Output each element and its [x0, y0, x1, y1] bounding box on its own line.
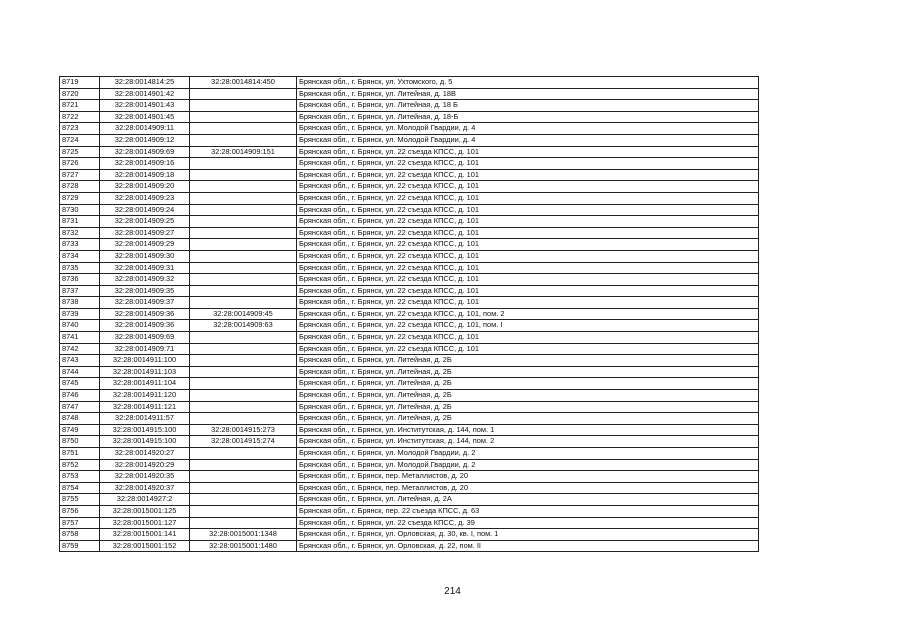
cadastral-number-cell: 32:28:0015001:141: [100, 529, 190, 541]
cadastral-number-cell: 32:28:0014909:37: [100, 297, 190, 309]
table-row: [60, 77, 759, 89]
address-cell: Брянская обл., г. Брянск, ул. 22 съезда КПСС, д. 101, пом. 2: [297, 308, 759, 320]
row-number-cell: 8745: [60, 378, 100, 390]
address-cell: Брянская обл., г. Брянск, ул. 22 съезда КПСС, д. 101: [297, 262, 759, 274]
address-cell: Брянская обл., г. Брянск, ул. 22 съезда КПСС, д. 101: [297, 204, 759, 216]
parent-cadastral-number-cell: 32:28:0014909:151: [190, 146, 297, 158]
address-cell: Брянская обл., г. Брянск, ул. 22 съезда КПСС, д. 101: [297, 239, 759, 251]
cadastral-number-cell: 32:28:0014909:32: [100, 274, 190, 286]
parent-cadastral-number-cell: [190, 448, 297, 460]
row-number-cell: 8740: [60, 320, 100, 332]
row-number-cell: 8754: [60, 482, 100, 494]
table-row: [60, 250, 759, 262]
table-row: [60, 297, 759, 309]
table-row: [60, 192, 759, 204]
cadastral-number-cell: 32:28:0014927:2: [100, 494, 190, 506]
table-body: [60, 77, 759, 552]
row-number-cell: 8729: [60, 192, 100, 204]
parent-cadastral-number-cell: [190, 413, 297, 425]
parent-cadastral-number-cell: [190, 505, 297, 517]
cadastral-number-cell: 32:28:0014909:18: [100, 169, 190, 181]
parent-cadastral-number-cell: [190, 355, 297, 367]
address-cell: Брянская обл., г. Брянск, ул. Литейная, д. 2Б: [297, 378, 759, 390]
table-row: [60, 517, 759, 529]
address-cell: Брянская обл., г. Брянск, ул. Молодой Гвардии, д. 4: [297, 134, 759, 146]
cadastral-number-cell: 32:28:0014909:12: [100, 134, 190, 146]
address-cell: Брянская обл., г. Брянск, ул. 22 съезда КПСС, д. 101: [297, 343, 759, 355]
row-number-cell: 8719: [60, 77, 100, 89]
address-cell: Брянская обл., г. Брянск, ул. Институтская, д. 144, пом. 1: [297, 424, 759, 436]
table-row: [60, 123, 759, 135]
address-cell: Брянская обл., г. Брянск, ул. 22 съезда КПСС, д. 101: [297, 169, 759, 181]
table-row: [60, 482, 759, 494]
parent-cadastral-number-cell: 32:28:0014814:450: [190, 77, 297, 89]
row-number-cell: 8730: [60, 204, 100, 216]
row-number-cell: 8750: [60, 436, 100, 448]
parent-cadastral-number-cell: [190, 88, 297, 100]
table-row: [60, 459, 759, 471]
cadastral-number-cell: 32:28:0014901:45: [100, 111, 190, 123]
cadastral-number-cell: 32:28:0014911:121: [100, 401, 190, 413]
address-cell: Брянская обл., г. Брянск, ул. 22 съезда КПСС, д. 101, пом. I: [297, 320, 759, 332]
cadastral-number-cell: 32:28:0014909:16: [100, 158, 190, 170]
parent-cadastral-number-cell: [190, 111, 297, 123]
cadastral-number-cell: 32:28:0014814:25: [100, 77, 190, 89]
row-number-cell: 8738: [60, 297, 100, 309]
cadastral-number-cell: 32:28:0014909:36: [100, 320, 190, 332]
cadastral-number-cell: 32:28:0014909:36: [100, 308, 190, 320]
row-number-cell: 8758: [60, 529, 100, 541]
table-row: [60, 134, 759, 146]
cadastral-number-cell: 32:28:0014909:24: [100, 204, 190, 216]
row-number-cell: 8757: [60, 517, 100, 529]
table-row: [60, 436, 759, 448]
address-cell: Брянская обл., г. Брянск, ул. 22 съезда КПСС, д. 101: [297, 250, 759, 262]
table-row: [60, 204, 759, 216]
property-table: [59, 76, 759, 552]
table-row: [60, 285, 759, 297]
table-row: [60, 401, 759, 413]
table-row: [60, 88, 759, 100]
address-cell: Брянская обл., г. Брянск, ул. Литейная, д. 18-Б: [297, 111, 759, 123]
table-row: [60, 216, 759, 228]
table-row: [60, 366, 759, 378]
address-cell: Брянская обл., г. Брянск, ул. 22 съезда КПСС, д. 101: [297, 181, 759, 193]
row-number-cell: 8747: [60, 401, 100, 413]
address-cell: Брянская обл., г. Брянск, ул. Литейная, д. 2Б: [297, 355, 759, 367]
parent-cadastral-number-cell: 32:28:0014909:45: [190, 308, 297, 320]
parent-cadastral-number-cell: [190, 169, 297, 181]
address-cell: Брянская обл., г. Брянск, ул. Институтская, д. 144, пом. 2: [297, 436, 759, 448]
address-cell: Брянская обл., г. Брянск, ул. Литейная, д. 18 Б: [297, 100, 759, 112]
row-number-cell: 8741: [60, 332, 100, 344]
address-cell: Брянская обл., г. Брянск, ул. 22 съезда КПСС, д. 101: [297, 274, 759, 286]
table-row: [60, 320, 759, 332]
cadastral-number-cell: 32:28:0014911:103: [100, 366, 190, 378]
parent-cadastral-number-cell: 32:28:0014915:274: [190, 436, 297, 448]
cadastral-number-cell: 32:28:0014909:25: [100, 216, 190, 228]
parent-cadastral-number-cell: [190, 274, 297, 286]
parent-cadastral-number-cell: [190, 285, 297, 297]
row-number-cell: 8725: [60, 146, 100, 158]
parent-cadastral-number-cell: [190, 227, 297, 239]
table-row: [60, 494, 759, 506]
row-number-cell: 8748: [60, 413, 100, 425]
address-cell: Брянская обл., г. Брянск, ул. Литейная, д. 18В: [297, 88, 759, 100]
address-cell: Брянская обл., г. Брянск, ул. Молодой Гвардии, д. 2: [297, 448, 759, 460]
parent-cadastral-number-cell: [190, 471, 297, 483]
cadastral-number-cell: 32:28:0014909:71: [100, 343, 190, 355]
table-row: [60, 390, 759, 402]
parent-cadastral-number-cell: [190, 239, 297, 251]
address-cell: Брянская обл., г. Брянск, ул. 22 съезда КПСС, д. 39: [297, 517, 759, 529]
table-row: [60, 448, 759, 460]
table-row: [60, 158, 759, 170]
parent-cadastral-number-cell: [190, 204, 297, 216]
address-cell: Брянская обл., г. Брянск, ул. Литейная, д. 2А: [297, 494, 759, 506]
table-row: [60, 343, 759, 355]
parent-cadastral-number-cell: 32:28:0014909:63: [190, 320, 297, 332]
table-row: [60, 529, 759, 541]
address-cell: Брянская обл., г. Брянск, ул. Литейная, д. 2Б: [297, 366, 759, 378]
parent-cadastral-number-cell: [190, 181, 297, 193]
address-cell: Брянская обл., г. Брянск, ул. 22 съезда КПСС, д. 101: [297, 146, 759, 158]
address-cell: Брянская обл., г. Брянск, ул. Ухтомского, д. 5: [297, 77, 759, 89]
row-number-cell: 8739: [60, 308, 100, 320]
table-row: [60, 181, 759, 193]
parent-cadastral-number-cell: 32:28:0015001:1348: [190, 529, 297, 541]
address-cell: Брянская обл., г. Брянск, ул. 22 съезда КПСС, д. 101: [297, 227, 759, 239]
table-row: [60, 274, 759, 286]
row-number-cell: 8732: [60, 227, 100, 239]
row-number-cell: 8743: [60, 355, 100, 367]
row-number-cell: 8724: [60, 134, 100, 146]
parent-cadastral-number-cell: [190, 158, 297, 170]
cadastral-number-cell: 32:28:0014920:35: [100, 471, 190, 483]
table-row: [60, 227, 759, 239]
table-row: [60, 308, 759, 320]
parent-cadastral-number-cell: [190, 100, 297, 112]
cadastral-number-cell: 32:28:0014915:100: [100, 424, 190, 436]
table-row: [60, 355, 759, 367]
address-cell: Брянская обл., г. Брянск, пер. Металлистов, д. 20: [297, 482, 759, 494]
address-cell: Брянская обл., г. Брянск, ул. Орловская, д. 30, кв. I, пом. 1: [297, 529, 759, 541]
table-row: [60, 505, 759, 517]
cadastral-number-cell: 32:28:0014909:23: [100, 192, 190, 204]
table-row: [60, 540, 759, 552]
parent-cadastral-number-cell: [190, 517, 297, 529]
address-cell: Брянская обл., г. Брянск, ул. Литейная, д. 2Б: [297, 390, 759, 402]
row-number-cell: 8744: [60, 366, 100, 378]
row-number-cell: 8735: [60, 262, 100, 274]
cadastral-number-cell: 32:28:0014909:29: [100, 239, 190, 251]
cadastral-number-cell: 32:28:0014911:100: [100, 355, 190, 367]
cadastral-number-cell: 32:28:0014901:43: [100, 100, 190, 112]
address-cell: Брянская обл., г. Брянск, ул. Орловская, д. 22, пом. II: [297, 540, 759, 552]
row-number-cell: 8749: [60, 424, 100, 436]
row-number-cell: 8759: [60, 540, 100, 552]
parent-cadastral-number-cell: [190, 262, 297, 274]
row-number-cell: 8723: [60, 123, 100, 135]
address-cell: Брянская обл., г. Брянск, ул. Литейная, д. 2Б: [297, 413, 759, 425]
address-cell: Брянская обл., г. Брянск, ул. 22 съезда КПСС, д. 101: [297, 158, 759, 170]
parent-cadastral-number-cell: 32:28:0015001:1480: [190, 540, 297, 552]
parent-cadastral-number-cell: [190, 250, 297, 262]
parent-cadastral-number-cell: [190, 459, 297, 471]
cadastral-number-cell: 32:28:0014909:69: [100, 146, 190, 158]
row-number-cell: 8742: [60, 343, 100, 355]
parent-cadastral-number-cell: [190, 366, 297, 378]
row-number-cell: 8755: [60, 494, 100, 506]
parent-cadastral-number-cell: [190, 297, 297, 309]
cadastral-number-cell: 32:28:0015001:127: [100, 517, 190, 529]
row-number-cell: 8751: [60, 448, 100, 460]
address-cell: Брянская обл., г. Брянск, ул. Молодой Гвардии, д. 2: [297, 459, 759, 471]
row-number-cell: 8731: [60, 216, 100, 228]
table-row: [60, 169, 759, 181]
cadastral-number-cell: 32:28:0014909:31: [100, 262, 190, 274]
table-row: [60, 100, 759, 112]
cadastral-number-cell: 32:28:0014911:104: [100, 378, 190, 390]
cadastral-number-cell: 32:28:0014909:30: [100, 250, 190, 262]
table-row: [60, 239, 759, 251]
row-number-cell: 8733: [60, 239, 100, 251]
cadastral-number-cell: 32:28:0014911:57: [100, 413, 190, 425]
cadastral-number-cell: 32:28:0014909:35: [100, 285, 190, 297]
parent-cadastral-number-cell: [190, 343, 297, 355]
cadastral-number-cell: 32:28:0014909:20: [100, 181, 190, 193]
cadastral-number-cell: 32:28:0014915:100: [100, 436, 190, 448]
cadastral-number-cell: 32:28:0014920:29: [100, 459, 190, 471]
parent-cadastral-number-cell: [190, 134, 297, 146]
address-cell: Брянская обл., г. Брянск, пер. 22 съезда КПСС, д. 63: [297, 505, 759, 517]
row-number-cell: 8720: [60, 88, 100, 100]
row-number-cell: 8726: [60, 158, 100, 170]
address-cell: Брянская обл., г. Брянск, ул. Литейная, д. 2Б: [297, 401, 759, 413]
address-cell: Брянская обл., г. Брянск, ул. Молодой Гвардии, д. 4: [297, 123, 759, 135]
parent-cadastral-number-cell: [190, 216, 297, 228]
row-number-cell: 8734: [60, 250, 100, 262]
table-row: [60, 146, 759, 158]
parent-cadastral-number-cell: [190, 123, 297, 135]
parent-cadastral-number-cell: [190, 378, 297, 390]
address-cell: Брянская обл., г. Брянск, ул. 22 съезда КПСС, д. 101: [297, 332, 759, 344]
row-number-cell: 8722: [60, 111, 100, 123]
parent-cadastral-number-cell: [190, 192, 297, 204]
cadastral-number-cell: 32:28:0015001:125: [100, 505, 190, 517]
table-row: [60, 111, 759, 123]
address-cell: Брянская обл., г. Брянск, пер. Металлистов, д. 20: [297, 471, 759, 483]
row-number-cell: 8753: [60, 471, 100, 483]
table-row: [60, 413, 759, 425]
row-number-cell: 8752: [60, 459, 100, 471]
row-number-cell: 8746: [60, 390, 100, 402]
cadastral-number-cell: 32:28:0014901:42: [100, 88, 190, 100]
row-number-cell: 8728: [60, 181, 100, 193]
address-cell: Брянская обл., г. Брянск, ул. 22 съезда КПСС, д. 101: [297, 297, 759, 309]
row-number-cell: 8721: [60, 100, 100, 112]
parent-cadastral-number-cell: [190, 332, 297, 344]
table-row: [60, 262, 759, 274]
table-row: [60, 378, 759, 390]
table-row: [60, 332, 759, 344]
address-cell: Брянская обл., г. Брянск, ул. 22 съезда КПСС, д. 101: [297, 216, 759, 228]
parent-cadastral-number-cell: [190, 390, 297, 402]
row-number-cell: 8727: [60, 169, 100, 181]
parent-cadastral-number-cell: 32:28:0014915:273: [190, 424, 297, 436]
cadastral-number-cell: 32:28:0014909:27: [100, 227, 190, 239]
table-row: [60, 424, 759, 436]
address-cell: Брянская обл., г. Брянск, ул. 22 съезда КПСС, д. 101: [297, 285, 759, 297]
row-number-cell: 8737: [60, 285, 100, 297]
cadastral-number-cell: 32:28:0014911:120: [100, 390, 190, 402]
page-number: 214: [444, 586, 461, 597]
cadastral-number-cell: 32:28:0014920:27: [100, 448, 190, 460]
cadastral-number-cell: 32:28:0014909:11: [100, 123, 190, 135]
row-number-cell: 8756: [60, 505, 100, 517]
address-cell: Брянская обл., г. Брянск, ул. 22 съезда КПСС, д. 101: [297, 192, 759, 204]
parent-cadastral-number-cell: [190, 482, 297, 494]
table-row: [60, 471, 759, 483]
parent-cadastral-number-cell: [190, 494, 297, 506]
cadastral-number-cell: 32:28:0015001:152: [100, 540, 190, 552]
parent-cadastral-number-cell: [190, 401, 297, 413]
cadastral-number-cell: 32:28:0014920:37: [100, 482, 190, 494]
row-number-cell: 8736: [60, 274, 100, 286]
cadastral-number-cell: 32:28:0014909:69: [100, 332, 190, 344]
